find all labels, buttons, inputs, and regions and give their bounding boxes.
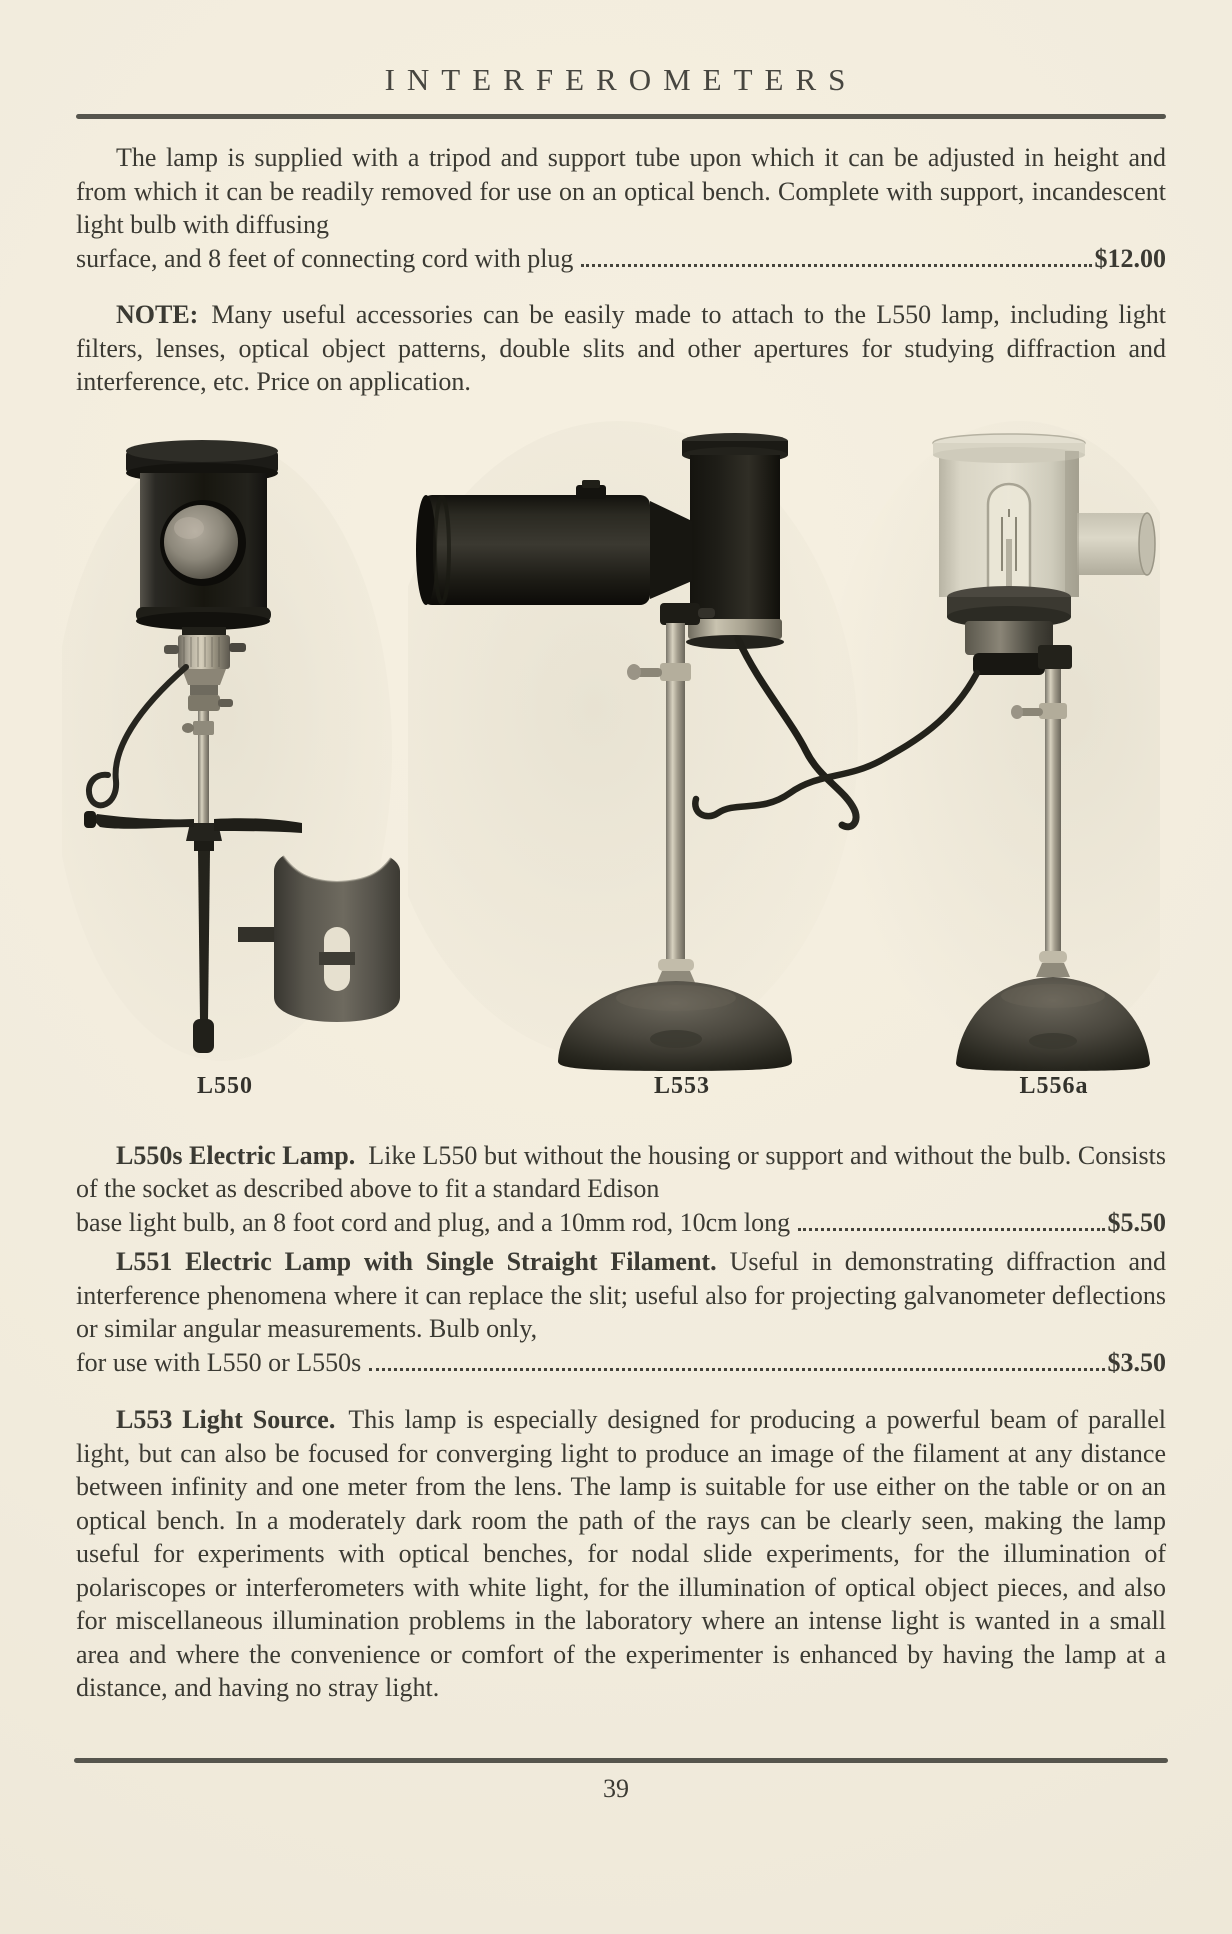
l551-price: $3.50: [1107, 1347, 1166, 1377]
adjust-screw: [1011, 705, 1023, 719]
note-text: [76, 298, 1166, 399]
dotted-leader: [369, 1367, 1104, 1371]
l550s-lastline-text: base light bulb, an 8 foot cord and plug, and a 10mm rod, 10cm long: [76, 1207, 791, 1237]
l551-paragraph: [76, 1245, 1166, 1379]
l550s-text: [76, 1139, 1166, 1206]
page-title: INTERFEROMETERS: [384, 62, 858, 97]
l550-housing: [126, 440, 278, 630]
dotted-leader: [581, 263, 1091, 267]
l550s-price: $5.50: [1107, 1207, 1166, 1237]
l550s-heading: L550s Electric Lamp.: [116, 1140, 356, 1170]
l553-text: [76, 1403, 1166, 1705]
l556a-glass-housing: [933, 434, 1155, 599]
l550-photo: [62, 421, 402, 1071]
l550s-price-line: [76, 1206, 1166, 1240]
l553-body-text: This lamp is especially designed for producing a powerful beam of parallel light, but can also be focused for converging light to produce an image of the filament at any distance between infinity and one meter from the lens. The lamp is suitable for use either on the table or on an optical bench. In a moderately dark room the path of the rays can be clearly seen, making the lamp useful for experiments with optical benches, for nodal slide experiments, for the illumination of polariscopes or interferometers with white light, for the illumination of optical object pieces, and also for miscellaneous illumination problems in the laboratory where an intense light is wanted in a small area and where the convenience or comfort of the experimenter is enhanced by having the lamp at a distance, and having no stray light.: [76, 1405, 1166, 1702]
l551-heading: L551 Electric Lamp with Single Straight Filament.: [116, 1247, 717, 1276]
diffusing-bulb: [164, 505, 238, 579]
l553-heading: L553 Light Source.: [116, 1405, 336, 1434]
header-rule: [76, 114, 1166, 119]
lamp-photographs: [76, 409, 1166, 1121]
l553-paragraph: [76, 1403, 1166, 1705]
footer-rule: [74, 1758, 1168, 1763]
note-paragraph: [76, 298, 1166, 399]
l556a-photo: [640, 421, 1160, 1071]
note-body-text: Many useful accessories can be easily made to attach to the L550 lamp, including light filters, lenses, optical object patterns, double slits and other apertures for studying diffraction and interference, etc. Price on application.: [76, 300, 1166, 396]
l551-body-text: Useful in demonstrating diffraction and interference phenomena where it can replace the slit; useful also for projecting galvanometer deflections or similar angular measurements. Bulb only,: [76, 1247, 1166, 1343]
tripod-front-leg: [198, 851, 210, 1021]
page-content: [76, 62, 1166, 1705]
intro-body-text: The lamp is supplied with a tripod and support tube upon which it can be adjusted in height and from which it can be readily removed for use on an optical bench. Complete with support, incandescent light bulb with diffusing: [76, 143, 1166, 239]
side-tube: [1077, 513, 1147, 575]
adjust-screw: [627, 664, 641, 680]
figure-label-l553: L553: [653, 1072, 710, 1099]
l551-lastline-text: for use with L550 or L550s: [76, 1347, 362, 1377]
note-label: NOTE:: [116, 300, 199, 329]
l550s-body-text: Like L550 but without the housing or support and without the bulb. Consists of the socket as described above to fit a standard Edison: [76, 1140, 1166, 1203]
intro-price-line: [76, 242, 1166, 276]
intro-text: [76, 141, 1166, 242]
l550s-paragraph: [76, 1139, 1166, 1240]
figure-label-l550: L550: [196, 1072, 253, 1099]
page-number: 39: [603, 1774, 629, 1803]
l551-price-line: [76, 1346, 1166, 1380]
intro-lastline-text: surface, and 8 feet of connecting cord with plug: [76, 243, 574, 273]
l551-text: [76, 1245, 1166, 1346]
intro-paragraph: [76, 141, 1166, 275]
intro-price: $12.00: [1094, 243, 1166, 273]
figure-label-l556a: L556a: [1019, 1072, 1089, 1099]
dotted-leader: [798, 1227, 1104, 1231]
